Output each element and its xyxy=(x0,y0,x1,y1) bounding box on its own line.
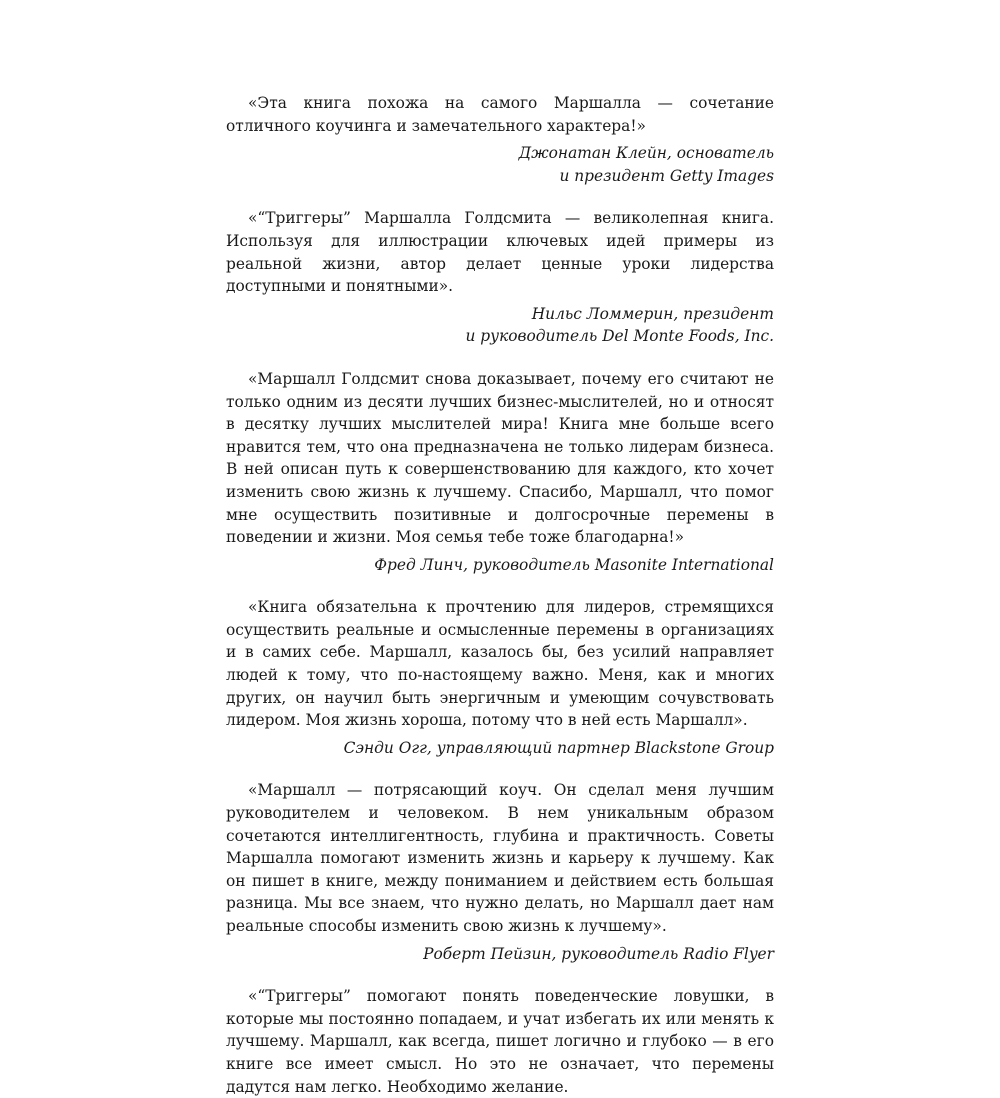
attribution-line: и руководитель Del Monte Foods, Inc. xyxy=(465,327,774,346)
attribution-line: Джонатан Клейн, основатель xyxy=(518,144,774,163)
testimonial-attribution xyxy=(226,737,774,760)
testimonial-quote: «Маршалл — потрясающий коуч. Он сделал меня лучшим руководителем и человеком. В нем уникальным образом сочетаются интеллигентность, глубина и практичность. Советы Маршалла помогают изменить жизнь и карьеру к лучшему. Как он пишет в книге, между пониманием и действием есть большая разница. Мы все знаем, что нужно делать, но Маршалл дает нам реальные способы изменить свою жизнь к лучшему». xyxy=(226,781,774,935)
testimonial-attribution xyxy=(226,554,774,577)
testimonial-quote: «Эта книга похожа на самого Маршалла — сочетание отличного коучинга и замечательного характера!» xyxy=(226,94,774,135)
testimonial xyxy=(226,92,774,187)
testimonial-attribution xyxy=(226,303,774,348)
attribution-line: и президент Getty Images xyxy=(559,166,774,185)
attribution-line: Нильс Ломмерин, президент xyxy=(531,304,774,323)
testimonial-attribution xyxy=(226,142,774,187)
attribution-line: Роберт Пейзин, руководитель Radio Flyer xyxy=(423,944,774,963)
testimonial xyxy=(226,368,774,576)
testimonial-quote: «Маршалл Голдсмит снова доказывает, почему его считают не только одним из десяти лучших бизнес-мыслителей, но и относят в десятку лучших мыслителей мира! Книга мне больше всего нравится тем, что она предназначена не только лидерам бизнеса. В ней описан путь к совершенствованию для каждого, кто хочет изменить свою жизнь к лучшему. Спасибо, Маршалл, что помог мне осуществить позитивные и долгосрочные перемены в поведении и жизни. Моя семья тебе тоже благодарна!» xyxy=(226,369,774,547)
testimonial-attribution xyxy=(226,943,774,966)
attribution-line: Фред Линч, руководитель Masonite International xyxy=(374,555,774,574)
testimonial xyxy=(226,779,774,965)
testimonial-quote: «“Триггеры” помогают понять поведенческие ловушки, в которые мы постоянно попадаем, и учат избегать их или менять к лучшему. Маршалл, как всегда, пишет логично и глубоко — в его книге все имеет смысл. Но это не означает, что перемены дадутся нам легко. Необходимо желание. xyxy=(226,987,774,1096)
book-page xyxy=(226,92,774,1098)
testimonial xyxy=(226,985,774,1098)
testimonial-quote: «“Триггеры” Маршалла Голдсмита — великолепная книга. Используя для иллюстрации ключевых идей примеры из реальной жизни, автор делает ценные уроки лидерства доступными и понятными». xyxy=(226,209,774,296)
testimonial-quote: «Книга обязательна к прочтению для лидеров, стремящихся осуществить реальные и осмысленные перемены в организациях и в самих себе. Маршалл, казалось бы, без усилий направляет людей к тому, что по-настоящему важно. Меня, как и многих других, он научил быть энергичным и умеющим сочувствовать лидером. Моя жизнь хороша, потому что в ней есть Маршалл». xyxy=(226,598,774,730)
attribution-line: Сэнди Огг, управляющий партнер Blackstone Group xyxy=(343,738,774,757)
testimonial xyxy=(226,207,774,348)
testimonial xyxy=(226,596,774,759)
